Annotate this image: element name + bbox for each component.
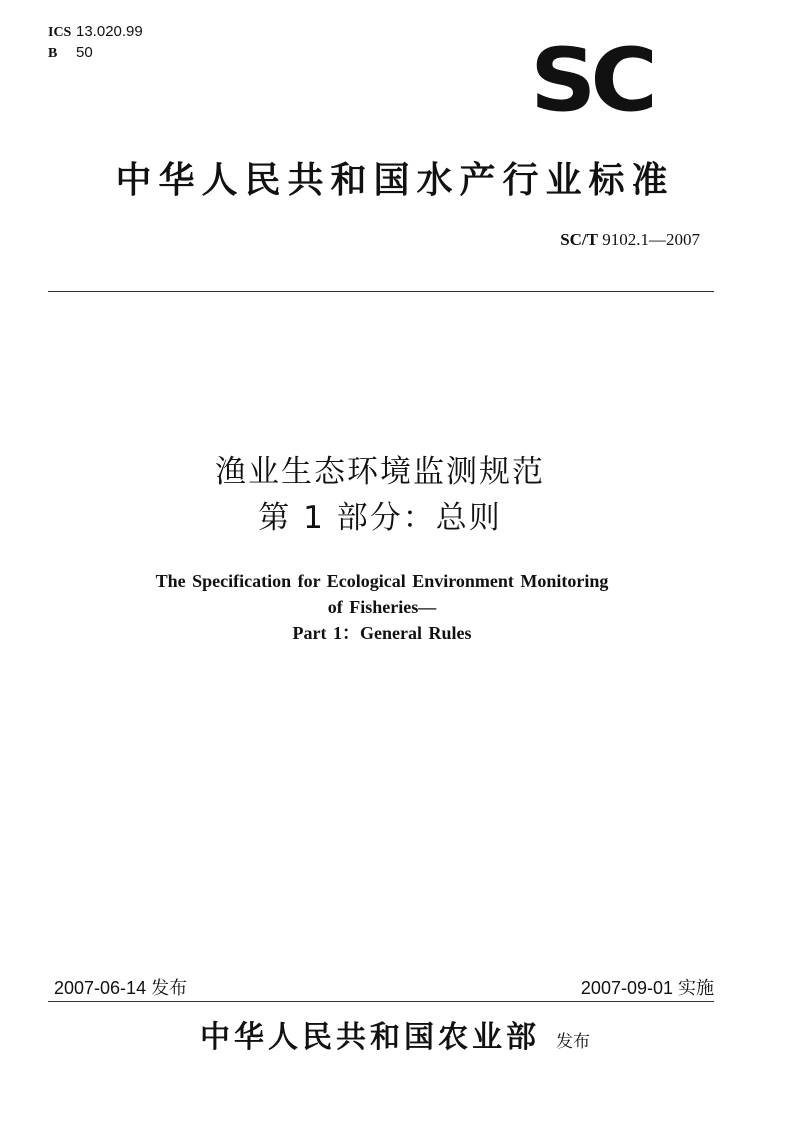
ics-label: ICS bbox=[48, 25, 72, 40]
standard-code-prefix: SC/T bbox=[560, 230, 598, 249]
standard-code bbox=[560, 230, 700, 250]
doc-title-en-line1: The Specification for Ecological Environment Monitoring bbox=[155, 571, 609, 591]
header-divider bbox=[48, 291, 714, 292]
publisher-name: 中华人民共和国农业部 bbox=[200, 1020, 540, 1055]
ics-value: 13.020.99 bbox=[76, 23, 143, 40]
issue-date: 2007-06-14 发布 bbox=[54, 978, 188, 998]
doc-title-en-line2: of Fisheries— bbox=[327, 597, 437, 617]
implementation-date: 2007-09-01 实施 bbox=[580, 978, 714, 998]
ccs-label: B bbox=[48, 46, 58, 61]
doc-title-en-line3: Part 1：General Rules bbox=[292, 623, 472, 643]
footer-divider bbox=[48, 1001, 714, 1002]
publisher-line bbox=[0, 1012, 790, 1056]
publisher-suffix: 发布 bbox=[556, 1032, 590, 1052]
sc-logo: SC bbox=[530, 29, 652, 132]
ics-line bbox=[48, 22, 143, 43]
standard-title: 中华人民共和国水产行业标准 bbox=[115, 160, 675, 201]
classification-block bbox=[48, 22, 143, 64]
ccs-value: 50 bbox=[76, 44, 93, 61]
ccs-line bbox=[48, 43, 143, 64]
doc-title-cn-line2: 第 1 部分：总则 bbox=[258, 500, 502, 536]
standard-code-number: 9102.1—2007 bbox=[602, 230, 700, 249]
doc-title-cn-line1: 渔业生态环境监测规范 bbox=[215, 454, 545, 490]
